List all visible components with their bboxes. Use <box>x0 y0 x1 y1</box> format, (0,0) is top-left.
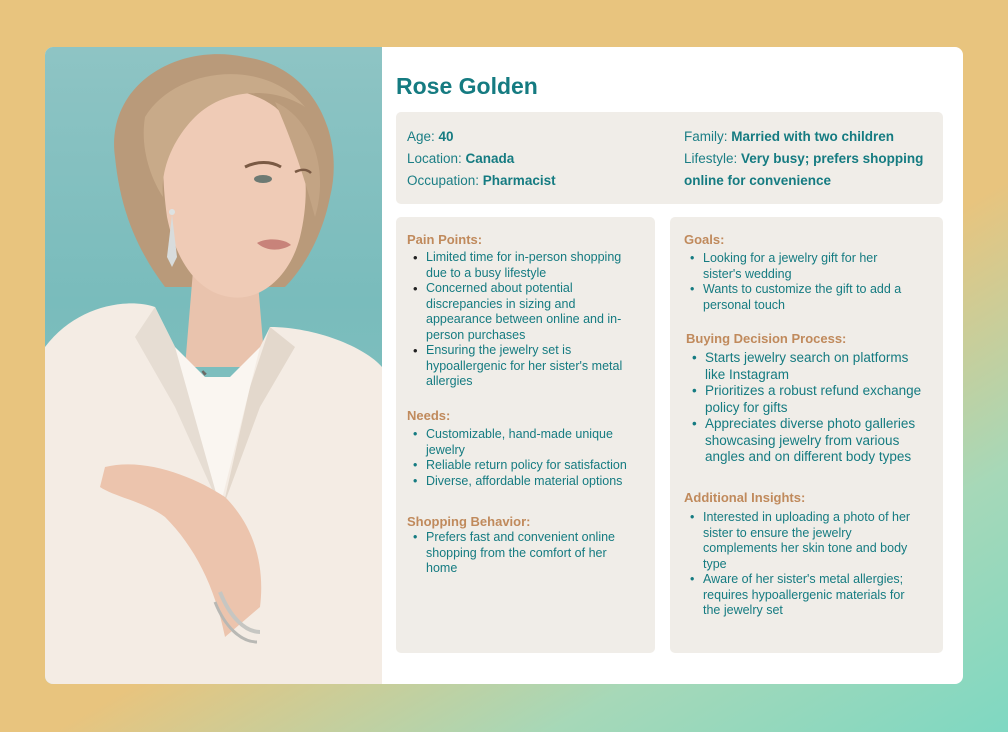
family-row: Family: Married with two children <box>684 129 895 144</box>
persona-portrait-illustration <box>45 47 382 684</box>
pain-points-title: Pain Points: <box>407 232 483 247</box>
persona-photo <box>45 47 382 684</box>
list-item: • Appreciates diverse photo galleries showcasing jewelry from various angles and on different body types <box>692 416 916 464</box>
needs-title: Needs: <box>407 408 451 423</box>
list-item: • Wants to customize the gift to add a personal touch <box>690 282 902 312</box>
list-item: • Aware of her sister's metal allergies; requires hypoallergenic materials for the jewelry set <box>690 572 905 617</box>
demographics-left <box>407 126 556 192</box>
persona-name: Rose Golden <box>396 73 538 99</box>
list-item: • Looking for a jewelry gift for her sister's wedding <box>690 251 878 281</box>
shopping-behavior-title: Shopping Behavior: <box>407 514 531 529</box>
list-item: • Diverse, affordable material options <box>413 473 623 488</box>
additional-insights-list <box>684 510 924 619</box>
buying-process-title: Buying Decision Process: <box>686 331 847 346</box>
right-panel <box>670 217 943 653</box>
list-item: • Prioritizes a robust refund exchange policy for gifts <box>692 383 922 415</box>
occupation-value: Pharmacist <box>482 173 556 188</box>
persona-card <box>45 47 963 684</box>
lifestyle-value: Very busy; prefers shopping online for convenience <box>684 151 924 188</box>
persona-content <box>396 47 943 684</box>
demographics-right <box>684 126 924 192</box>
left-panel <box>396 217 655 653</box>
list-item: • Prefers fast and convenient online shopping from the comfort of her home <box>413 530 616 575</box>
list-item: • Interested in uploading a photo of her sister to ensure the jewelry complements her skin tone and body type <box>690 510 911 571</box>
age-value: 40 <box>438 129 454 144</box>
pain-points-list <box>407 250 637 390</box>
list-item: • Concerned about potential discrepancies in sizing and appearance between online and in-person purchases <box>413 281 622 342</box>
demographics-box <box>396 112 943 204</box>
family-value: Married with two children <box>731 129 895 144</box>
list-item: • Limited time for in-person shopping due to a busy lifestyle <box>413 250 622 280</box>
location-value: Canada <box>465 151 515 166</box>
additional-insights-title: Additional Insights: <box>684 490 806 505</box>
list-item: • Reliable return policy for satisfaction <box>413 458 627 472</box>
list-item: • Customizable, hand-made unique jewelry <box>413 427 613 457</box>
goals-title: Goals: <box>684 232 725 247</box>
shopping-behavior-list <box>407 530 627 577</box>
goals-list <box>684 251 919 313</box>
age-row: Age: 40 <box>407 129 454 144</box>
occupation-row: Occupation: Pharmacist <box>407 173 556 188</box>
buying-process-list <box>686 350 932 466</box>
list-item: • Starts jewelry search on platforms like Instagram <box>692 350 909 382</box>
location-row: Location: Canada <box>407 151 515 166</box>
list-item: • Ensuring the jewelry set is hypoallergenic for her sister's metal allergies <box>413 343 623 388</box>
lifestyle-row: Lifestyle: Very busy; prefers shopping online for convenience <box>684 151 924 188</box>
needs-list <box>407 427 637 489</box>
